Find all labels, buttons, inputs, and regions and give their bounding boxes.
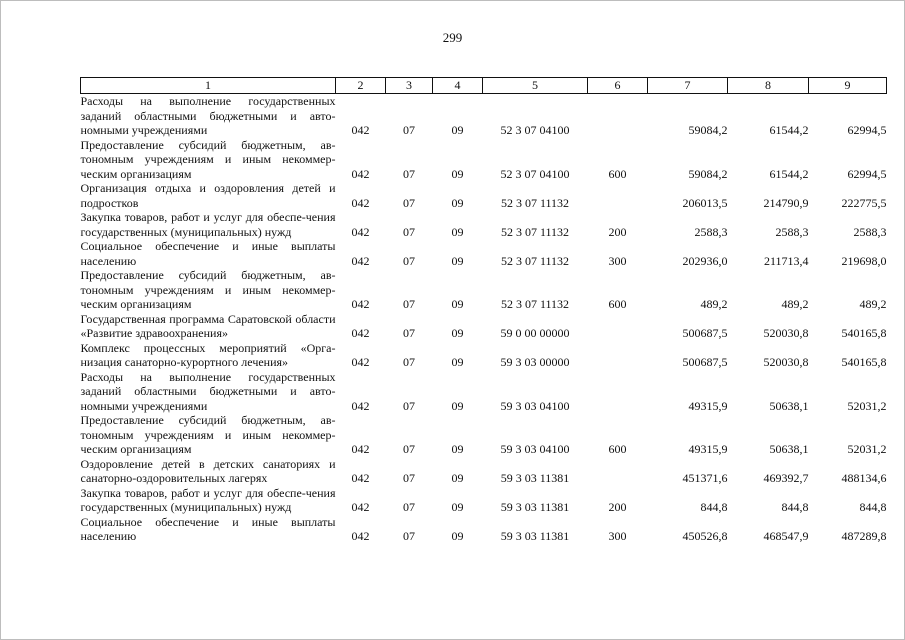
cell-amount-year1: 451371,6 (682, 471, 728, 485)
cell-amount-year3: 540165,8 (841, 355, 887, 369)
cell-section: 07 (403, 442, 415, 456)
cell-amount-year1: 450526,8 (682, 529, 728, 543)
cell-amount-year2: 50638,1 (769, 442, 809, 456)
cell-section: 07 (403, 398, 415, 413)
table-row (81, 181, 887, 210)
cell-subsection: 09 (451, 123, 464, 137)
row-name: Социальное обеспечение и иные выплаты населению (80, 514, 336, 543)
column-header: 1 (81, 78, 336, 94)
cell-section: 07 (403, 297, 415, 311)
cell-amount-year2: 520030,8 (763, 326, 809, 340)
cell-section: 07 (403, 195, 415, 210)
cell-expense-type: 200 (608, 224, 627, 239)
cell-expense-type: 600 (608, 166, 627, 181)
column-header: 7 (648, 78, 728, 94)
cell-ministry: 042 (351, 471, 370, 485)
page-number: 299 (442, 30, 463, 45)
cell-ministry: 042 (351, 442, 370, 456)
cell-subsection: 09 (451, 355, 464, 369)
column-header: 5 (483, 78, 588, 94)
cell-ministry: 042 (351, 224, 370, 239)
cell-ministry: 042 (351, 500, 370, 514)
cell-ministry: 042 (351, 253, 370, 268)
cell-expense-type: 200 (608, 500, 627, 514)
table-row (81, 457, 887, 486)
cell-amount-year3: 2588,3 (853, 224, 887, 239)
cell-section: 07 (403, 253, 415, 268)
cell-amount-year3: 52031,2 (847, 398, 887, 413)
row-name: Социальное обеспечение и иные выплаты населению (80, 239, 336, 268)
column-header: 9 (809, 78, 887, 94)
cell-target-item: 52 3 07 11132 (500, 297, 570, 311)
cell-target-item: 59 3 03 00000 (500, 355, 570, 369)
cell-amount-year2: 214790,9 (763, 195, 809, 210)
cell-amount-year1: 202936,0 (682, 253, 728, 268)
cell-amount-year1: 844,8 (700, 500, 728, 514)
cell-expense-type (588, 312, 648, 341)
cell-subsection: 09 (451, 224, 464, 239)
cell-subsection: 09 (451, 442, 464, 456)
table-row (81, 239, 887, 268)
cell-amount-year2: 469392,7 (763, 471, 809, 485)
cell-amount-year1: 206013,5 (682, 195, 728, 210)
table-row (81, 94, 887, 138)
cell-ministry: 042 (351, 398, 370, 413)
cell-amount-year2: 50638,1 (769, 398, 809, 413)
row-name: Предоставление субсидий бюджетным, ав-тономным учреждениям и иным некоммер-ческим организациям (80, 268, 336, 311)
row-name: Организация отдыха и оздоровления детей и подростков (80, 181, 336, 210)
table-row (81, 515, 887, 544)
cell-ministry: 042 (351, 123, 370, 137)
cell-section: 07 (403, 166, 415, 181)
cell-amount-year2: 211713,4 (763, 253, 809, 268)
cell-ministry: 042 (351, 297, 370, 311)
cell-amount-year3: 62994,5 (847, 166, 887, 181)
cell-amount-year2: 844,8 (781, 500, 809, 514)
column-header: 8 (728, 78, 809, 94)
row-name: Комплекс процессных мероприятий «Орга-низация санаторно-курортного лечения» (80, 340, 336, 369)
cell-amount-year3: 487289,8 (841, 529, 887, 543)
row-name: Оздоровление детей в детских санаториях и санаторно-оздоровительных лагерях (80, 456, 336, 485)
cell-amount-year3: 62994,5 (847, 123, 887, 137)
cell-subsection: 09 (451, 471, 464, 485)
cell-section: 07 (403, 224, 415, 239)
table-row (81, 486, 887, 515)
cell-amount-year1: 489,2 (700, 297, 728, 311)
row-name: Закупка товаров, работ и услуг для обеспе-чения государственных (муниципальных) нужд (80, 210, 336, 239)
row-name: Расходы на выполнение государственных заданий областными бюджетными и авто-номными учреждениями (80, 369, 336, 413)
cell-amount-year1: 49315,9 (688, 442, 728, 456)
cell-section: 07 (403, 529, 415, 543)
cell-expense-type: 300 (608, 253, 627, 268)
cell-amount-year2: 489,2 (781, 297, 809, 311)
cell-target-item: 59 3 03 11381 (500, 471, 570, 485)
column-header: 2 (336, 78, 386, 94)
cell-expense-type: 300 (608, 529, 627, 543)
cell-amount-year1: 500687,5 (682, 355, 728, 369)
cell-amount-year1: 49315,9 (688, 398, 728, 413)
cell-subsection: 09 (451, 500, 464, 514)
cell-expense-type: 600 (608, 297, 627, 311)
cell-section: 07 (403, 123, 415, 137)
budget-table (80, 77, 887, 544)
cell-target-item: 52 3 07 11132 (500, 224, 570, 239)
cell-amount-year3: 222775,5 (841, 195, 887, 210)
cell-amount-year2: 2588,3 (775, 224, 809, 239)
cell-target-item: 52 3 07 04100 (500, 123, 570, 137)
cell-amount-year1: 59084,2 (688, 123, 728, 137)
table-row (81, 341, 887, 370)
row-name: Закупка товаров, работ и услуг для обеспе-чения государственных (муниципальных) нужд (80, 485, 336, 514)
row-name: Предоставление субсидий бюджетным, ав-тономным учреждениям и иным некоммер-ческим организациям (80, 137, 336, 181)
cell-expense-type (588, 94, 648, 138)
cell-amount-year1: 2588,3 (694, 224, 728, 239)
cell-section: 07 (403, 326, 415, 340)
cell-target-item: 52 3 07 11132 (500, 195, 570, 210)
row-name: Государственная программа Саратовской области «Развитие здравоохранения» (80, 311, 336, 340)
cell-target-item: 59 3 03 04100 (500, 398, 570, 413)
cell-target-item: 59 3 03 04100 (500, 442, 570, 456)
cell-expense-type (588, 181, 648, 210)
table-body (81, 94, 887, 544)
cell-target-item: 59 3 03 11381 (500, 500, 570, 514)
cell-target-item: 52 3 07 04100 (500, 166, 570, 181)
table-row (81, 312, 887, 341)
cell-subsection: 09 (451, 253, 464, 268)
cell-target-item: 59 0 00 00000 (500, 326, 570, 340)
column-header: 6 (588, 78, 648, 94)
column-header: 3 (386, 78, 433, 94)
table-row (81, 210, 887, 239)
cell-expense-type (588, 341, 648, 370)
cell-subsection: 09 (451, 529, 464, 543)
cell-subsection: 09 (451, 326, 464, 340)
cell-target-item: 52 3 07 11132 (500, 253, 570, 268)
cell-ministry: 042 (351, 529, 370, 543)
cell-ministry: 042 (351, 195, 370, 210)
cell-amount-year1: 59084,2 (688, 166, 728, 181)
cell-ministry: 042 (351, 326, 370, 340)
cell-amount-year2: 520030,8 (763, 355, 809, 369)
cell-expense-type (588, 457, 648, 486)
row-name: Предоставление субсидий бюджетным, ав-тономным учреждениям и иным некоммер-ческим организациям (80, 413, 336, 456)
table-row (81, 413, 887, 457)
cell-amount-year3: 488134,6 (841, 471, 887, 485)
cell-ministry: 042 (351, 166, 370, 181)
cell-expense-type: 600 (608, 442, 627, 456)
row-name: Расходы на выполнение государственных заданий областными бюджетными и авто-номными учреждениями (80, 94, 336, 137)
cell-ministry: 042 (351, 355, 370, 369)
cell-subsection: 09 (451, 297, 464, 311)
cell-subsection: 09 (451, 195, 464, 210)
cell-amount-year1: 500687,5 (682, 326, 728, 340)
column-number-row (81, 78, 887, 94)
column-header: 4 (433, 78, 483, 94)
cell-amount-year3: 489,2 (859, 297, 887, 311)
cell-section: 07 (403, 355, 415, 369)
cell-amount-year3: 540165,8 (841, 326, 887, 340)
cell-subsection: 09 (451, 398, 464, 413)
table-row (81, 268, 887, 312)
table-row (81, 370, 887, 414)
cell-amount-year3: 52031,2 (847, 442, 887, 456)
cell-amount-year3: 844,8 (859, 500, 887, 514)
cell-amount-year3: 219698,0 (841, 253, 887, 268)
cell-section: 07 (403, 500, 415, 514)
cell-amount-year2: 61544,2 (769, 123, 809, 137)
cell-expense-type (588, 370, 648, 414)
cell-subsection: 09 (451, 166, 464, 181)
cell-amount-year2: 61544,2 (769, 166, 809, 181)
cell-section: 07 (403, 471, 415, 485)
table-row (81, 138, 887, 182)
cell-amount-year2: 468547,9 (763, 529, 809, 543)
cell-target-item: 59 3 03 11381 (500, 529, 570, 543)
